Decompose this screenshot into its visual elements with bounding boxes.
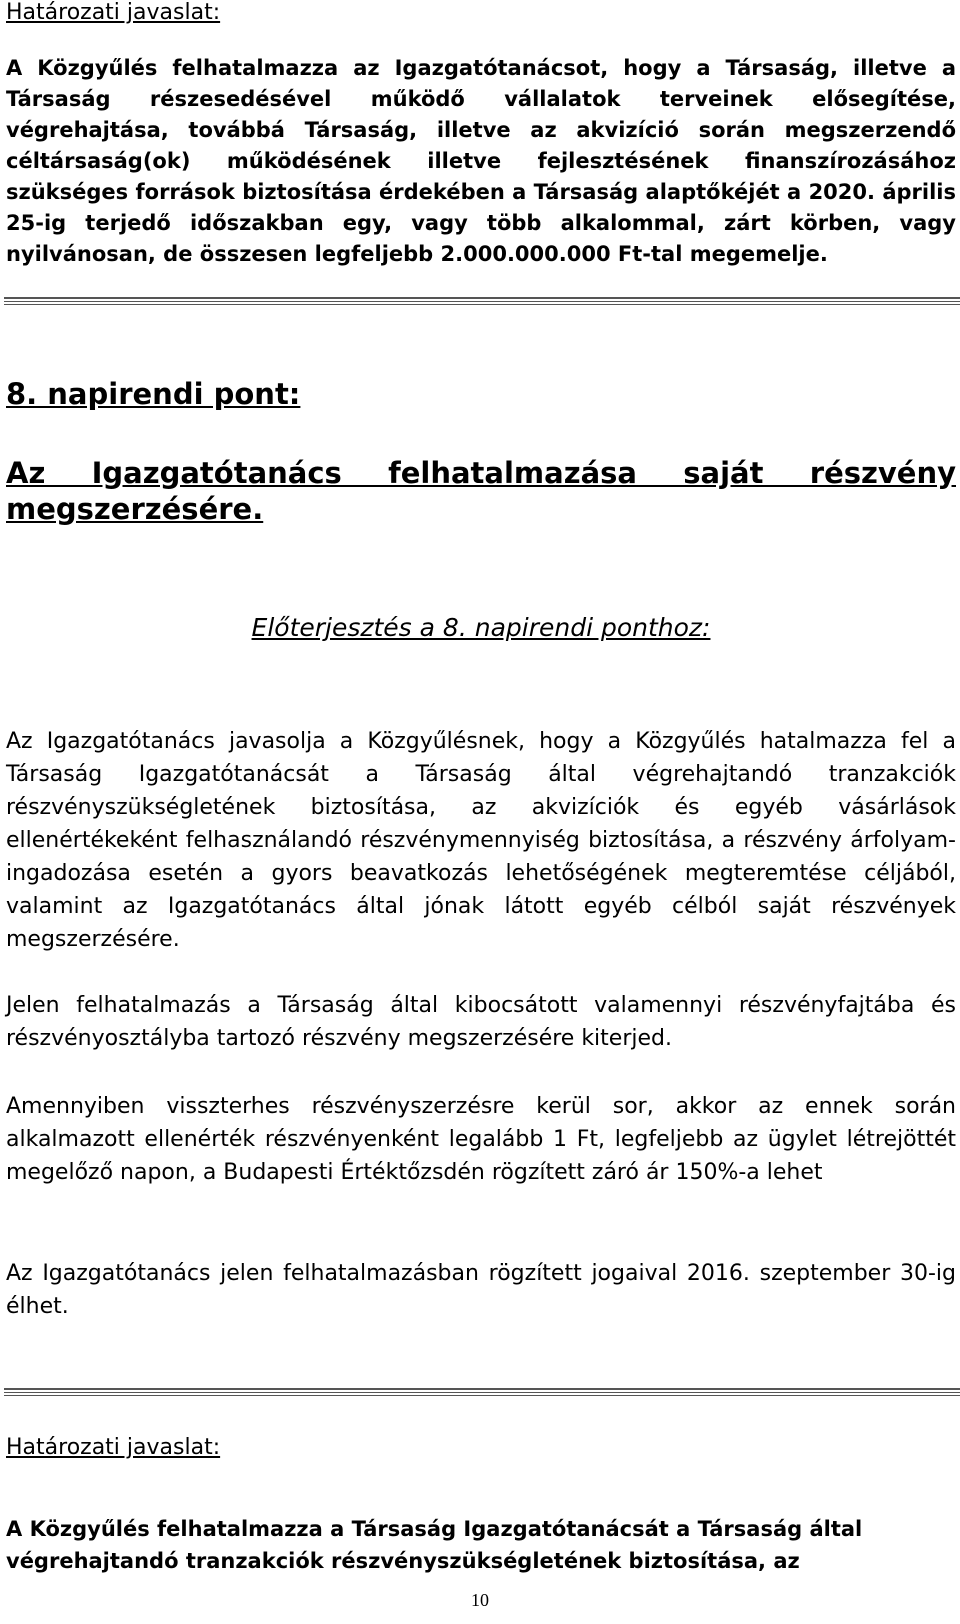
proposal-paragraph: Jelen felhatalmazás a Társaság által kibocsátott valamennyi részvényfajtába és részvényosztályba tartozó részvény megszerzésére kiterjed. xyxy=(6,993,956,1051)
proposal-paragraph: Az Igazgatótanács javasolja a Közgyűlésnek, hogy a Közgyűlés hatalmazza fel a Társaság Igazgatótanácsát a Társaság által végrehajtandó tranzakciók részvényszükségletének biztosítása, az akvizíciók és egyéb vásárlások ellenértékeként felhasználandó részvénymennyiség biztosítása, a részvény árfolyam-ingadozása esetén a gyors beavatkozás lehetőségének megteremtése céljából, valamint az Igazgatótanács által jónak látott egyéb célból saját részvények megszerzésére. xyxy=(6,729,956,952)
proposal-subheading: Előterjesztés a 8. napirendi ponthoz: xyxy=(251,613,711,642)
resolution-proposal-heading: Határozati javaslat: xyxy=(6,0,221,25)
proposal-paragraph: Amennyiben visszterhes részvényszerzésre kerül sor, akkor az ennek során alkalmazott ellenérték részvényenként legalább 1 Ft, legfeljebb az ügylet létrejöttét megelőző napon, a Budapesti Értéktőzsdén rögzített záró ár 150%-a lehet xyxy=(6,1094,956,1185)
proposal-paragraph: Az Igazgatótanács jelen felhatalmazásban rögzített jogaival 2016. szeptember 30-ig élhet. xyxy=(6,1261,956,1319)
section-divider xyxy=(4,297,960,305)
share-buyback-resolution-text: A Közgyűlés felhatalmazza a Társaság Igazgatótanácsát a Társaság által végrehajtandó tranzakciók részvényszükségletének biztosítása, az xyxy=(6,1517,863,1573)
resolution-proposal-heading: Határozati javaslat: xyxy=(6,1435,221,1460)
agenda-item-title: Az Igazgatótanács felhatalmazása saját részvény megszerzésére. xyxy=(6,456,956,526)
capital-increase-resolution-text: A Közgyűlés felhatalmazza az Igazgatótanácsot, hogy a Társaság, illetve a Társaság részesedésével működő vállalatok terveinek elősegítése, végrehajtása, továbbá Társaság, illetve az akvizíció során megszerzendő céltársaság(ok) működésének illetve fejlesztésének finanszírozásához szükséges források biztosítása érdekében a Társaság alaptőkéjét a 2020. április 25-ig terjedő időszakban egy, vagy több alkalommal, zárt körben, vagy nyilvánosan, de összesen legfeljebb 2.000.000.000 Ft-tal megemelje. xyxy=(6,56,956,266)
agenda-item-number: 8. napirendi pont: xyxy=(6,377,301,411)
section-divider xyxy=(4,1388,960,1396)
page-number: 10 xyxy=(471,1590,489,1610)
